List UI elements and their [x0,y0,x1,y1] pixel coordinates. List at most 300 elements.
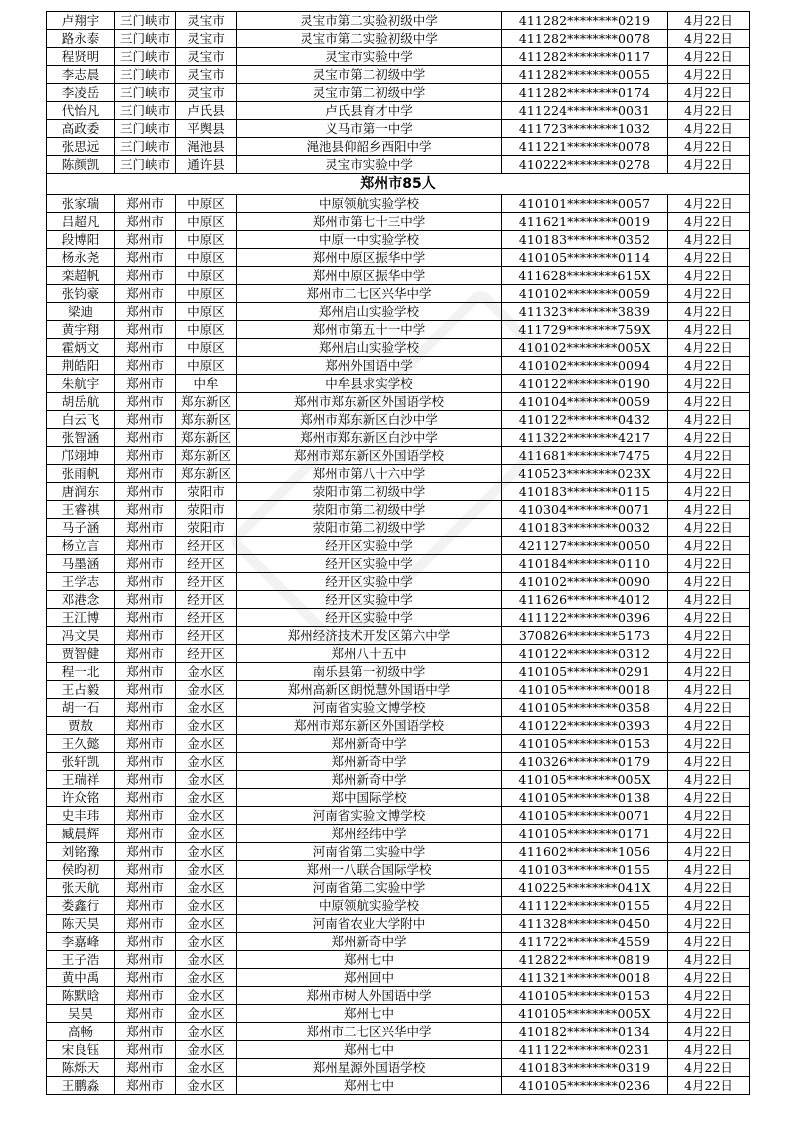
city-cell: 郑州市 [115,339,176,357]
date-cell: 4月22日 [668,969,750,987]
district-cell: 金水区 [176,933,237,951]
school-cell: 义马市第一中学 [237,120,502,138]
table-row [47,519,750,537]
date-cell: 4月22日 [668,357,750,375]
table-row [47,501,750,519]
name-cell: 梁迪 [47,303,115,321]
id-cell: 410105********0236 [502,1077,668,1095]
name-cell: 李凌岳 [47,84,115,102]
district-cell: 荥阳市 [176,519,237,537]
id-cell: 411282********0219 [502,12,668,30]
school-cell: 郑州七中 [237,1041,502,1059]
school-cell: 郑州七中 [237,951,502,969]
school-cell: 郑州中原区振华中学 [237,267,502,285]
date-cell: 4月22日 [668,735,750,753]
table-row [47,663,750,681]
id-cell: 411723********1032 [502,120,668,138]
district-cell: 金水区 [176,1041,237,1059]
id-cell: 410105********0114 [502,249,668,267]
school-cell: 郑州新奇中学 [237,771,502,789]
id-cell: 410182********0134 [502,1023,668,1041]
school-cell: 灵宝市第二实验初级中学 [237,12,502,30]
date-cell: 4月22日 [668,915,750,933]
name-cell: 杨立言 [47,537,115,555]
district-cell: 卢氏县 [176,102,237,120]
date-cell: 4月22日 [668,84,750,102]
city-cell: 郑州市 [115,591,176,609]
city-cell: 郑州市 [115,609,176,627]
city-cell: 郑州市 [115,735,176,753]
name-cell: 张钧豪 [47,285,115,303]
id-cell: 411321********0018 [502,969,668,987]
school-cell: 郑州市第五十一中学 [237,321,502,339]
date-cell: 4月22日 [668,231,750,249]
district-cell: 经开区 [176,609,237,627]
id-cell: 410326********0179 [502,753,668,771]
name-cell: 李嘉峰 [47,933,115,951]
id-cell: 410523********023X [502,465,668,483]
city-cell: 郑州市 [115,213,176,231]
name-cell: 黄宇翔 [47,321,115,339]
id-cell: 410102********0090 [502,573,668,591]
school-cell: 郑州七中 [237,1077,502,1095]
district-cell: 经开区 [176,573,237,591]
school-cell: 河南省第二实验中学 [237,843,502,861]
id-cell: 421127********0050 [502,537,668,555]
school-cell: 郑州市树人外国语中学 [237,987,502,1005]
name-cell: 杨永尧 [47,249,115,267]
city-cell: 郑州市 [115,285,176,303]
date-cell: 4月22日 [668,411,750,429]
id-cell: 410183********0319 [502,1059,668,1077]
school-cell: 灵宝市第二初级中学 [237,66,502,84]
name-cell: 霍炳文 [47,339,115,357]
school-cell: 郑州新奇中学 [237,753,502,771]
city-cell: 郑州市 [115,393,176,411]
name-cell: 陈烁天 [47,1059,115,1077]
district-cell: 经开区 [176,555,237,573]
table-row [47,1041,750,1059]
name-cell: 史丰玮 [47,807,115,825]
district-cell: 金水区 [176,807,237,825]
id-cell: 410102********0094 [502,357,668,375]
date-cell: 4月22日 [668,1059,750,1077]
table-row [47,1077,750,1095]
city-cell: 郑州市 [115,249,176,267]
name-cell: 王学志 [47,573,115,591]
table-row [47,555,750,573]
city-cell: 郑州市 [115,915,176,933]
school-cell: 灵宝市第二实验初级中学 [237,30,502,48]
date-cell: 4月22日 [668,12,750,30]
id-cell: 410183********0352 [502,231,668,249]
date-cell: 4月22日 [668,861,750,879]
city-cell: 郑州市 [115,1005,176,1023]
city-cell: 郑州市 [115,357,176,375]
district-cell: 金水区 [176,1023,237,1041]
school-cell: 经开区实验中学 [237,537,502,555]
city-cell: 郑州市 [115,699,176,717]
table-row [47,120,750,138]
school-cell: 郑州市第八十六中学 [237,465,502,483]
table-row [47,465,750,483]
city-cell: 郑州市 [115,663,176,681]
date-cell: 4月22日 [668,555,750,573]
school-cell: 郑州经济技术开发区第六中学 [237,627,502,645]
name-cell: 王久懿 [47,735,115,753]
id-cell: 410101********0057 [502,195,668,213]
id-cell: 410184********0110 [502,555,668,573]
name-cell: 唐润东 [47,483,115,501]
section-row [47,174,750,195]
table-row [47,717,750,735]
name-cell: 马子涵 [47,519,115,537]
date-cell: 4月22日 [668,537,750,555]
id-cell: 411328********0450 [502,915,668,933]
id-cell: 411282********0055 [502,66,668,84]
date-cell: 4月22日 [668,66,750,84]
table-row [47,537,750,555]
name-cell: 高政委 [47,120,115,138]
date-cell: 4月22日 [668,213,750,231]
date-cell: 4月22日 [668,138,750,156]
id-cell: 411729********759X [502,321,668,339]
school-cell: 经开区实验中学 [237,555,502,573]
date-cell: 4月22日 [668,681,750,699]
school-cell: 中牟县求实学校 [237,375,502,393]
date-cell: 4月22日 [668,267,750,285]
school-cell: 郑州市二七区兴华中学 [237,1023,502,1041]
date-cell: 4月22日 [668,753,750,771]
table-row [47,1005,750,1023]
city-cell: 郑州市 [115,987,176,1005]
table-row [47,789,750,807]
district-cell: 中原区 [176,339,237,357]
district-cell: 经开区 [176,537,237,555]
table-row [47,213,750,231]
school-cell: 南乐县第一初级中学 [237,663,502,681]
name-cell: 张思远 [47,138,115,156]
id-cell: 411122********0155 [502,897,668,915]
id-cell: 411282********0078 [502,30,668,48]
top-rows [47,12,750,174]
date-cell: 4月22日 [668,609,750,627]
city-cell: 郑州市 [115,519,176,537]
table-row [47,102,750,120]
name-cell: 张家瑞 [47,195,115,213]
name-cell: 臧晨辉 [47,825,115,843]
city-cell: 郑州市 [115,645,176,663]
date-cell: 4月22日 [668,303,750,321]
id-cell: 411224********0031 [502,102,668,120]
id-cell: 411722********4559 [502,933,668,951]
section-header [47,174,750,195]
id-cell: 410122********0190 [502,375,668,393]
table-row [47,987,750,1005]
table-row [47,915,750,933]
date-cell: 4月22日 [668,501,750,519]
id-cell: 411602********1056 [502,843,668,861]
district-cell: 中原区 [176,357,237,375]
school-cell: 郑州市郑东新区外国语学校 [237,717,502,735]
name-cell: 张智涵 [47,429,115,447]
date-cell: 4月22日 [668,807,750,825]
district-cell: 渑池县 [176,138,237,156]
id-cell: 410225********041X [502,879,668,897]
school-cell: 郑州市郑东新区白沙中学 [237,411,502,429]
school-cell: 卢氏县育才中学 [237,102,502,120]
date-cell: 4月22日 [668,120,750,138]
table-row [47,951,750,969]
district-cell: 金水区 [176,879,237,897]
date-cell: 4月22日 [668,573,750,591]
school-cell: 荥阳市第二初级中学 [237,483,502,501]
id-cell: 411681********7475 [502,447,668,465]
table-row [47,321,750,339]
district-cell: 中原区 [176,303,237,321]
district-cell: 金水区 [176,699,237,717]
date-cell: 4月22日 [668,1023,750,1041]
district-cell: 金水区 [176,789,237,807]
name-cell: 王子浩 [47,951,115,969]
city-cell: 三门峡市 [115,84,176,102]
table-row [47,591,750,609]
date-cell: 4月22日 [668,645,750,663]
date-cell: 4月22日 [668,102,750,120]
main-rows [47,195,750,1095]
city-cell: 三门峡市 [115,138,176,156]
city-cell: 郑州市 [115,375,176,393]
id-cell: 412822********0819 [502,951,668,969]
name-cell: 张雨帆 [47,465,115,483]
district-cell: 金水区 [176,897,237,915]
date-cell: 4月22日 [668,789,750,807]
name-cell: 贾敖 [47,717,115,735]
table-row [47,1059,750,1077]
table-row [47,825,750,843]
city-cell: 三门峡市 [115,102,176,120]
date-cell: 4月22日 [668,30,750,48]
school-cell: 经开区实验中学 [237,609,502,627]
city-cell: 三门峡市 [115,48,176,66]
school-cell: 河南省实验文博学校 [237,807,502,825]
table-row [47,933,750,951]
date-cell: 4月22日 [668,1005,750,1023]
table-row [47,573,750,591]
date-cell: 4月22日 [668,879,750,897]
city-cell: 郑州市 [115,861,176,879]
date-cell: 4月22日 [668,933,750,951]
district-cell: 郑东新区 [176,447,237,465]
school-cell: 灵宝市实验中学 [237,48,502,66]
school-cell: 渑池县仰韶乡西阳中学 [237,138,502,156]
id-cell: 411122********0231 [502,1041,668,1059]
city-cell: 郑州市 [115,447,176,465]
city-cell: 郑州市 [115,969,176,987]
date-cell: 4月22日 [668,465,750,483]
name-cell: 白云飞 [47,411,115,429]
table-row [47,609,750,627]
school-cell: 郑州中原区振华中学 [237,249,502,267]
date-cell: 4月22日 [668,1041,750,1059]
id-cell: 410122********0393 [502,717,668,735]
table-row [47,447,750,465]
id-cell: 410122********0432 [502,411,668,429]
id-cell: 410105********0358 [502,699,668,717]
table-row [47,411,750,429]
table-row [47,195,750,213]
district-cell: 金水区 [176,843,237,861]
id-cell: 410102********0059 [502,285,668,303]
city-cell: 郑州市 [115,951,176,969]
table-row [47,156,750,174]
school-cell: 灵宝市第二初级中学 [237,84,502,102]
city-cell: 郑州市 [115,1077,176,1095]
district-cell: 郑东新区 [176,411,237,429]
date-cell: 4月22日 [668,393,750,411]
school-cell: 郑州高新区朗悦慧外国语中学 [237,681,502,699]
city-cell: 郑州市 [115,879,176,897]
id-cell: 410105********005X [502,771,668,789]
district-cell: 金水区 [176,915,237,933]
table-row [47,285,750,303]
school-cell: 河南省第二实验中学 [237,879,502,897]
district-cell: 金水区 [176,825,237,843]
table-row [47,627,750,645]
district-cell: 灵宝市 [176,84,237,102]
city-cell: 郑州市 [115,1023,176,1041]
table-row [47,249,750,267]
name-cell: 陈天昊 [47,915,115,933]
table-row [47,138,750,156]
city-cell: 三门峡市 [115,12,176,30]
date-cell: 4月22日 [668,156,750,174]
id-cell: 411626********4012 [502,591,668,609]
id-cell: 410105********0153 [502,735,668,753]
table-row [47,429,750,447]
name-cell: 陈颜凯 [47,156,115,174]
district-cell: 金水区 [176,753,237,771]
district-cell: 中原区 [176,285,237,303]
name-cell: 娄鑫行 [47,897,115,915]
city-cell: 郑州市 [115,321,176,339]
table-row [47,699,750,717]
date-cell: 4月22日 [668,447,750,465]
city-cell: 三门峡市 [115,66,176,84]
school-cell: 郑州八十五中 [237,645,502,663]
table-row [47,1023,750,1041]
district-cell: 中原区 [176,213,237,231]
table-row [47,375,750,393]
table-row [47,231,750,249]
district-cell: 经开区 [176,627,237,645]
city-cell: 郑州市 [115,717,176,735]
id-cell: 410183********0115 [502,483,668,501]
name-cell: 卢翔宇 [47,12,115,30]
table-row [47,303,750,321]
id-cell: 411323********3839 [502,303,668,321]
id-cell: 411322********4217 [502,429,668,447]
table-row [47,66,750,84]
table-row [47,879,750,897]
school-cell: 郑州新奇中学 [237,735,502,753]
school-cell: 郑州七中 [237,1005,502,1023]
district-cell: 中牟 [176,375,237,393]
district-cell: 灵宝市 [176,12,237,30]
city-cell: 郑州市 [115,429,176,447]
school-cell: 郑州新奇中学 [237,933,502,951]
id-cell: 410105********0153 [502,987,668,1005]
district-cell: 金水区 [176,987,237,1005]
city-cell: 郑州市 [115,483,176,501]
district-cell: 荥阳市 [176,501,237,519]
district-cell: 郑东新区 [176,429,237,447]
id-cell: 411221********0078 [502,138,668,156]
name-cell: 刘铭豫 [47,843,115,861]
id-cell: 410122********0312 [502,645,668,663]
date-cell: 4月22日 [668,285,750,303]
id-cell: 411628********615X [502,267,668,285]
date-cell: 4月22日 [668,483,750,501]
city-cell: 郑州市 [115,1059,176,1077]
city-cell: 郑州市 [115,465,176,483]
date-cell: 4月22日 [668,321,750,339]
name-cell: 陈默晗 [47,987,115,1005]
district-cell: 灵宝市 [176,30,237,48]
school-cell: 郑州启山实验学校 [237,303,502,321]
table-row [47,84,750,102]
roster-table [46,11,750,1095]
name-cell: 张天航 [47,879,115,897]
school-cell: 河南省农业大学附中 [237,915,502,933]
district-cell: 金水区 [176,1005,237,1023]
city-cell: 郑州市 [115,843,176,861]
name-cell: 马墨涵 [47,555,115,573]
city-cell: 郑州市 [115,627,176,645]
name-cell: 代怡凡 [47,102,115,120]
district-cell: 郑东新区 [176,393,237,411]
id-cell: 370826********5173 [502,627,668,645]
date-cell: 4月22日 [668,951,750,969]
date-cell: 4月22日 [668,843,750,861]
name-cell: 邓港念 [47,591,115,609]
school-cell: 郑州经纬中学 [237,825,502,843]
city-cell: 郑州市 [115,807,176,825]
name-cell: 王鹏淼 [47,1077,115,1095]
school-cell: 荥阳市第二初级中学 [237,519,502,537]
id-cell: 410102********005X [502,339,668,357]
table-row [47,807,750,825]
name-cell: 张轩凯 [47,753,115,771]
name-cell: 程一北 [47,663,115,681]
name-cell: 胡一石 [47,699,115,717]
name-cell: 王占毅 [47,681,115,699]
school-cell: 郑州市郑东新区外国语学校 [237,447,502,465]
id-cell: 410183********0032 [502,519,668,537]
id-cell: 411282********0117 [502,48,668,66]
date-cell: 4月22日 [668,1077,750,1095]
name-cell: 荆皓阳 [47,357,115,375]
name-cell: 吕超凡 [47,213,115,231]
id-cell: 410304********0071 [502,501,668,519]
city-cell: 郑州市 [115,267,176,285]
name-cell: 许众铭 [47,789,115,807]
name-cell: 黄中禹 [47,969,115,987]
table-row [47,645,750,663]
school-cell: 郑州市二七区兴华中学 [237,285,502,303]
date-cell: 4月22日 [668,48,750,66]
district-cell: 中原区 [176,321,237,339]
